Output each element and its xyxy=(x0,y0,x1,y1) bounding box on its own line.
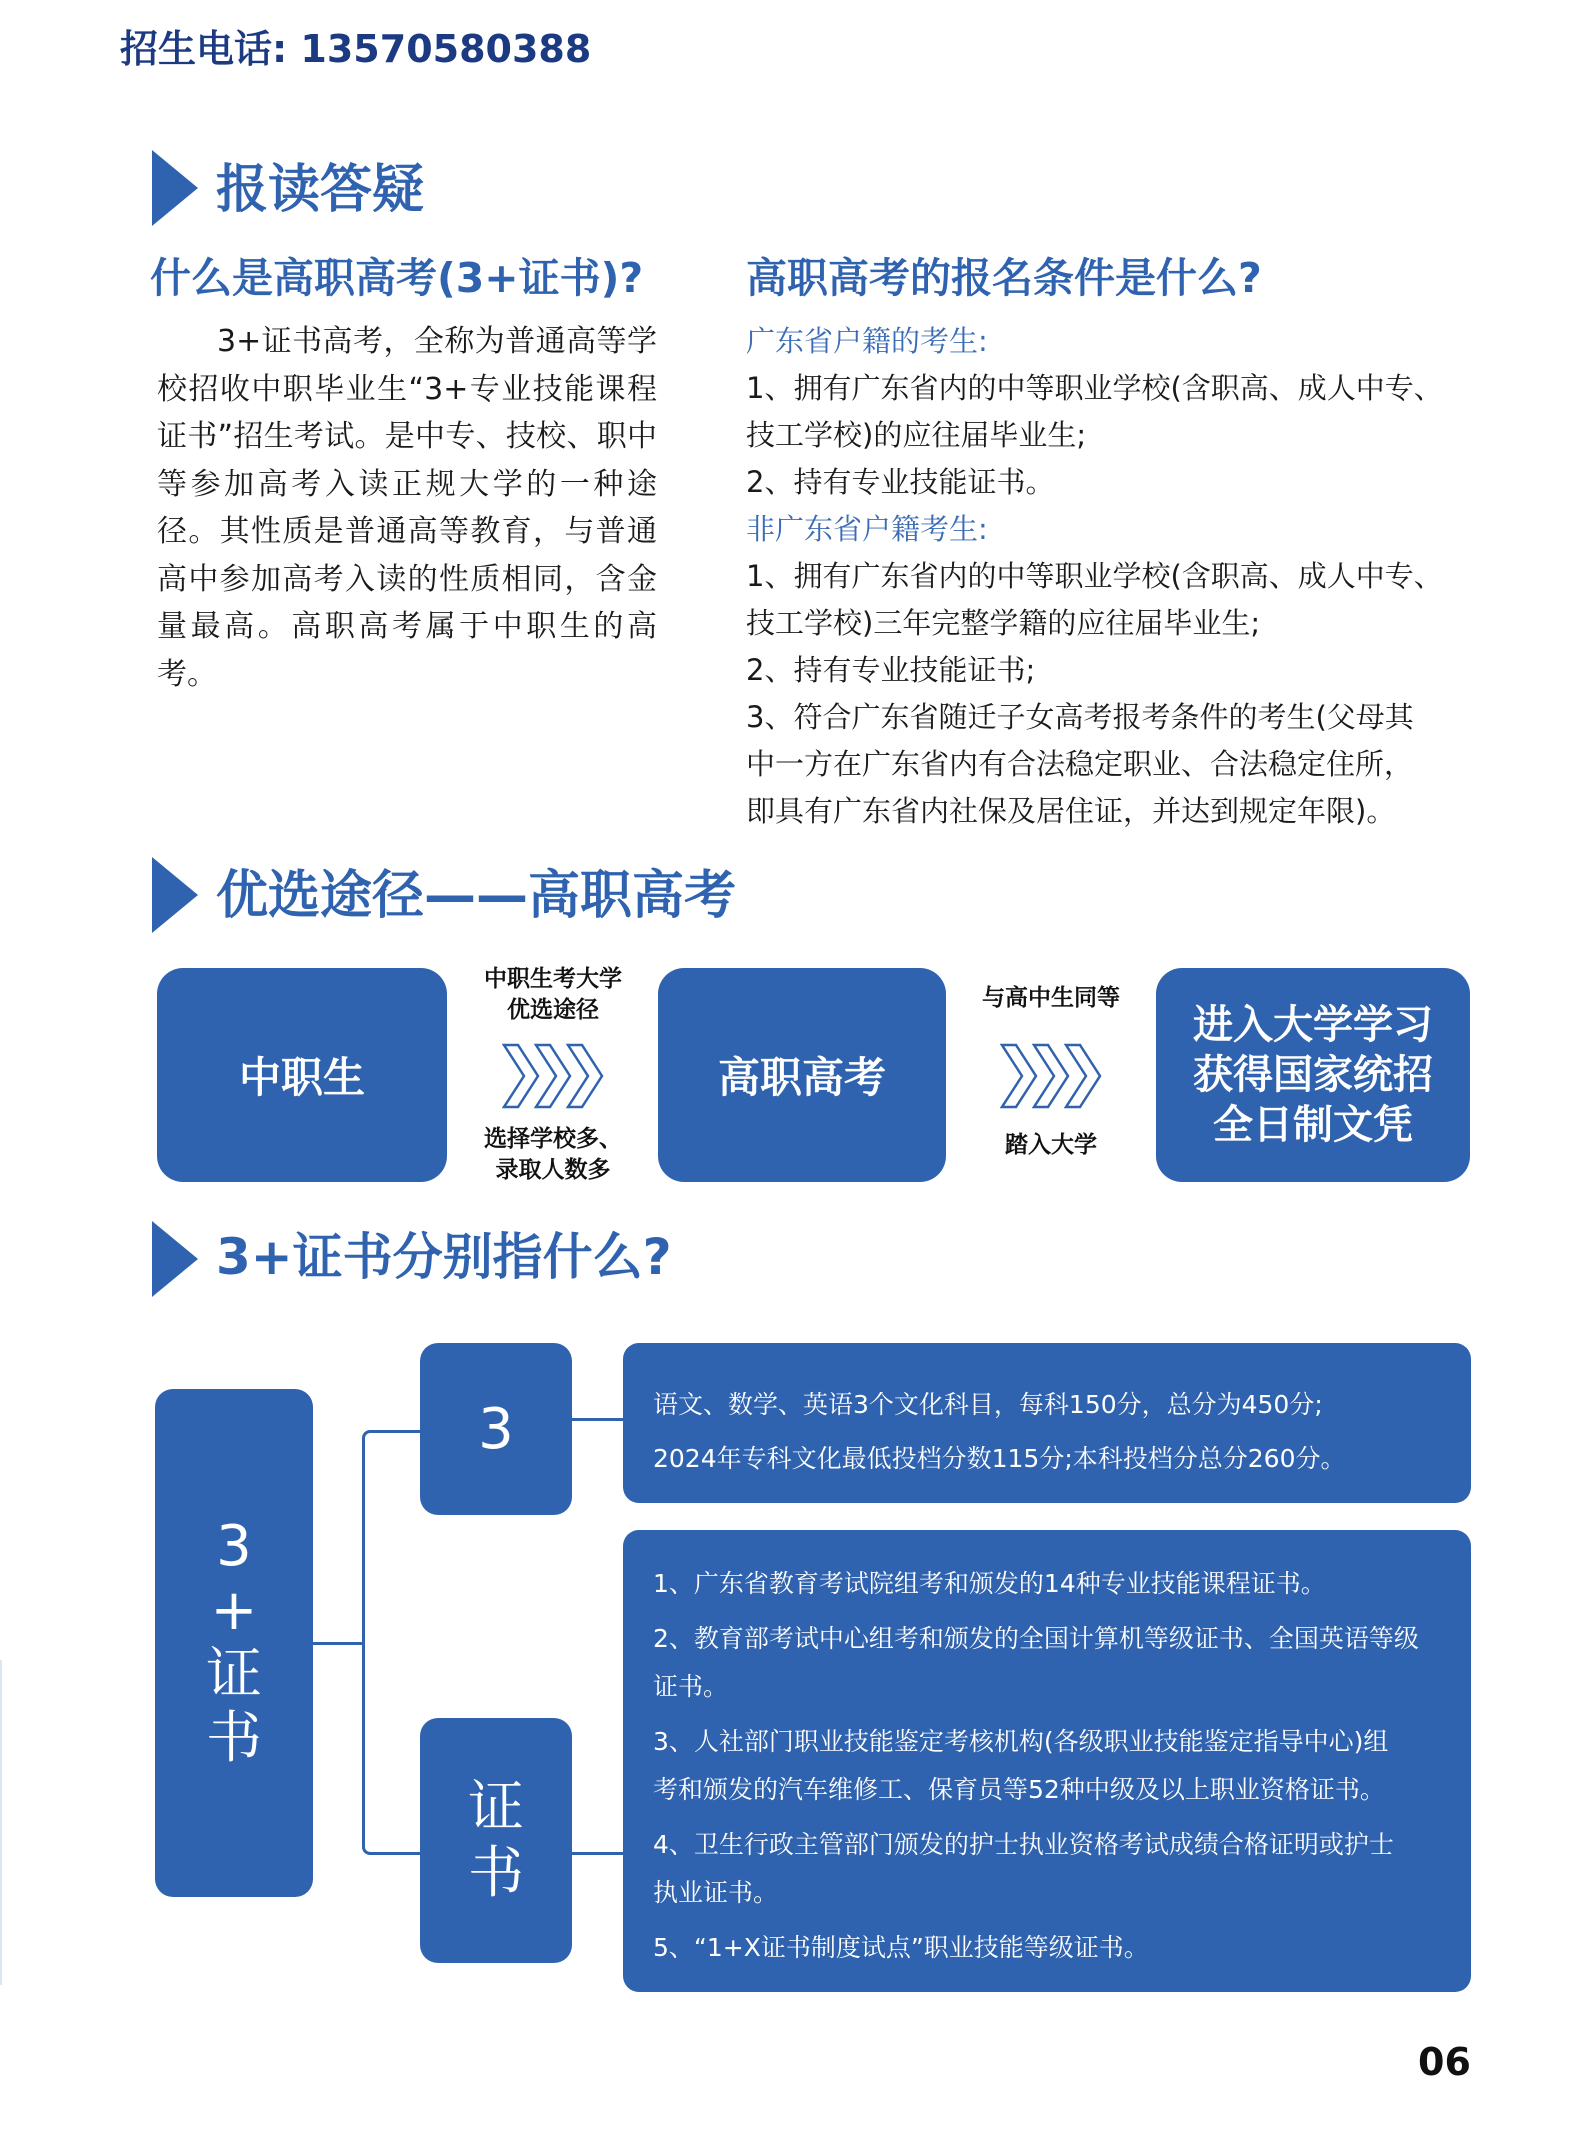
detail-line: 4、卫生行政主管部门颁发的护士执业资格考试成绩合格证明或护士 xyxy=(653,1830,1394,1859)
detail-line: 2、教育部考试中心组考和颁发的全国计算机等级证书、全国英语等级 xyxy=(653,1624,1419,1653)
flow-box-vocational-student xyxy=(157,968,447,1182)
branch-label-char: 证 xyxy=(468,1774,524,1840)
root-char: + xyxy=(210,1578,258,1643)
root-char: 书 xyxy=(206,1706,262,1771)
branch-label: 3 xyxy=(478,1396,514,1462)
detail-line: 证书。 xyxy=(653,1672,729,1701)
q2-group-nonlocal-line: 1、拥有广东省内的中等职业学校(含职高、成人中专、 xyxy=(746,559,1443,593)
chevrons-right-icon xyxy=(502,1043,604,1109)
detail-line: 考和颁发的汽车维修工、保育员等52种中级及以上职业资格证书。 xyxy=(653,1775,1385,1804)
branch-three-detail xyxy=(623,1343,1471,1503)
label-line: 选择学校多、 xyxy=(484,1126,622,1152)
branch-box-three xyxy=(420,1343,572,1515)
q2-group-guangdong-line: 1、拥有广东省内的中等职业学校(含职高、成人中专、 xyxy=(746,371,1443,405)
flow-arrow1-top-label xyxy=(465,964,641,1026)
section-title-faq: 报读答疑 xyxy=(216,160,425,220)
connector-line xyxy=(570,1852,624,1855)
connector-line xyxy=(312,1642,364,1645)
section-triangle-icon xyxy=(152,857,198,933)
enrollment-phone: 招生电话: 13570580388 xyxy=(120,27,592,71)
detail-line: 3、人社部门职业技能鉴定考核机构(各级职业技能鉴定指导中心)组 xyxy=(653,1727,1389,1756)
branch-certificate-detail xyxy=(623,1530,1471,1992)
flow-box-label-line: 全日制文凭 xyxy=(1213,1102,1413,1148)
q2-group-nonlocal-line: 即具有广东省内社保及居住证，并达到规定年限)。 xyxy=(746,794,1396,828)
label-line: 中职生考大学 xyxy=(484,966,622,992)
flow-box-higher-vocational-exam xyxy=(658,968,946,1182)
connector-line xyxy=(570,1418,624,1421)
label-line: 与高中生同等 xyxy=(982,985,1120,1011)
section-title-pathway: 优选途径——高职高考 xyxy=(216,866,737,926)
q2-group-guangdong-line: 2、持有专业技能证书。 xyxy=(746,465,1055,499)
q2-group-guangdong-subtitle: 广东省户籍的考生: xyxy=(746,324,988,358)
label-line: 踏入大学 xyxy=(1005,1132,1097,1158)
branch-box-certificate xyxy=(420,1718,572,1963)
flow-box-label: 高职高考 xyxy=(717,1053,886,1102)
page-edge-line xyxy=(0,1660,2,1985)
section-triangle-icon xyxy=(152,150,198,226)
flow-box-label-line: 获得国家统招 xyxy=(1193,1052,1433,1098)
connector-bracket xyxy=(362,1430,420,1855)
q2-group-nonlocal-line: 中一方在广东省内有合法稳定职业、合法稳定住所， xyxy=(746,747,1414,781)
detail-line: 语文、数学、英语3个文化科目，每科150分，总分为450分; xyxy=(653,1390,1323,1419)
root-char: 证 xyxy=(206,1642,262,1707)
q1-answer xyxy=(157,318,657,698)
flow-box-label-line: 进入大学学习 xyxy=(1193,1002,1433,1048)
flow-arrow2-top-label xyxy=(960,983,1142,1014)
q2-group-guangdong-line: 技工学校)的应往届毕业生; xyxy=(746,418,1087,452)
flow-arrow2-bottom-label xyxy=(960,1130,1142,1161)
flow-box-university-diploma xyxy=(1156,968,1470,1182)
q1-answer-text: 3+证书高考，全称为普通高等学校招收中职毕业生“3+专业技能课程证书”招生考试。是中专、技校、职中等参加高考入读正规大学的一种途径。其性质是普通高等教育，与普通高中参加高考入读的性质相同，含金量最高。高职高考属于中职生的高考。 xyxy=(157,324,657,692)
detail-line: 执业证书。 xyxy=(653,1878,779,1907)
q2-group-nonlocal-line: 技工学校)三年完整学籍的应往届毕业生; xyxy=(746,606,1261,640)
q2-group-nonlocal-line: 3、符合广东省随迁子女高考报考条件的考生(父母其 xyxy=(746,700,1414,734)
q2-title: 高职高考的报名条件是什么? xyxy=(746,254,1262,302)
branch-label-char: 书 xyxy=(468,1840,524,1906)
detail-line: 2024年专科文化最低投档分数115分;本科投档分总分260分。 xyxy=(653,1444,1346,1473)
q1-title: 什么是高职高考(3+证书)? xyxy=(150,254,644,302)
detail-line: 5、“1+X证书制度试点”职业技能等级证书。 xyxy=(653,1933,1149,1962)
root-box-3plus-cert xyxy=(155,1389,313,1897)
q2-answer xyxy=(746,318,1486,835)
q2-group-nonlocal-subtitle: 非广东省户籍考生: xyxy=(746,512,988,546)
chevrons-right-icon xyxy=(1000,1043,1102,1109)
label-line: 录取人数多 xyxy=(495,1157,611,1183)
q2-group-nonlocal-line: 2、持有专业技能证书; xyxy=(746,653,1036,687)
flow-arrow1-bottom-label xyxy=(465,1124,641,1186)
section-title-3plus-cert: 3+证书分别指什么? xyxy=(216,1228,672,1286)
section-triangle-icon xyxy=(152,1221,198,1297)
detail-line: 1、广东省教育考试院组考和颁发的14种专业技能课程证书。 xyxy=(653,1569,1326,1598)
root-char: 3 xyxy=(216,1514,252,1579)
flow-box-label: 中职生 xyxy=(238,1053,365,1102)
page-number: 06 xyxy=(1418,2040,1471,2084)
label-line: 优选途径 xyxy=(507,997,599,1023)
